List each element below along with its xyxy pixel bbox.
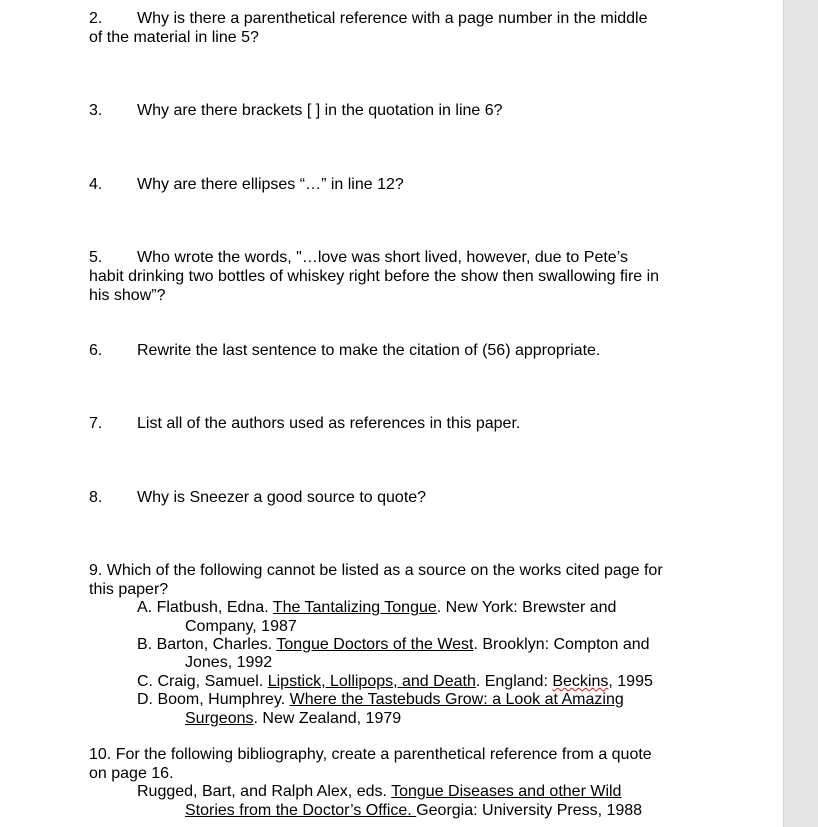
question-text: Who wrote the words, "…love was short lived, however, due to Pete’s — [137, 249, 628, 266]
option-title: The Tantalizing Tongue — [272, 599, 437, 616]
question-number: 2. — [89, 10, 103, 27]
answer-option-c — [137, 672, 653, 691]
question-text: Why are there ellipses “…” in line 12? — [137, 176, 404, 193]
question-number: 7. — [89, 415, 103, 432]
option-title-cont: Surgeons — [185, 710, 254, 727]
entry-authors: Rugged, Bart, and Ralph Alex, eds. — [137, 783, 392, 800]
bibliography-entry — [137, 782, 621, 801]
question-number: 3. — [89, 102, 103, 119]
option-author: C. Craig, Samuel. — [137, 673, 268, 690]
option-author: D. Boom, Humphrey. — [137, 691, 290, 708]
question-5-line-2: habit drinking two bottles of whiskey right before the show then swallowing fire in — [89, 268, 660, 285]
question-text: Why is there a parenthetical reference with a page number in the middle — [137, 10, 648, 27]
question-10-line-2: on page 16. — [89, 765, 174, 782]
answer-option-d — [137, 690, 624, 709]
option-publisher: . New York: Brewster and — [436, 599, 617, 616]
question-text: Why are there brackets [ ] in the quotation in line 6? — [137, 102, 503, 119]
question-text: Why is Sneezer a good source to quote? — [137, 489, 427, 506]
option-location: . England: — [475, 673, 553, 690]
question-text: List all of the authors used as references in this paper. — [137, 415, 521, 432]
answer-option-b — [137, 635, 650, 654]
question-5-line-1 — [89, 248, 628, 267]
question-text: Rewrite the last sentence to make the citation of (56) appropriate. — [137, 342, 601, 359]
question-6 — [89, 341, 600, 360]
entry-title-cont: Stories from the Doctor’s Office. — [185, 802, 417, 819]
option-publisher: . Brooklyn: Compton and — [473, 636, 650, 653]
option-author: B. Barton, Charles. — [137, 636, 277, 653]
question-4 — [89, 175, 404, 194]
option-title: Where the Tastebuds Grow: a Look at Amazing — [289, 691, 624, 708]
option-author: A. Flatbush, Edna. — [137, 599, 273, 616]
question-9-line-1: 9. Which of the following cannot be listed as a source on the works cited page for — [89, 562, 663, 579]
bibliography-entry-cont — [185, 801, 642, 820]
entry-publisher: Georgia: University Press, 1988 — [416, 802, 643, 819]
question-number: 4. — [89, 176, 103, 193]
question-10-line-1: 10. For the following bibliography, create a parenthetical reference from a quote — [89, 746, 652, 763]
option-publisher-misspelled: Beckins — [552, 673, 609, 690]
question-8 — [89, 488, 426, 507]
answer-option-d-cont — [185, 709, 401, 728]
answer-option-a-cont: Company, 1987 — [185, 618, 297, 635]
question-3 — [89, 101, 503, 120]
question-5-line-3: his show”? — [89, 287, 166, 304]
question-7 — [89, 414, 520, 433]
answer-option-a — [137, 598, 616, 617]
question-2-line-1 — [89, 9, 648, 28]
question-number: 6. — [89, 342, 103, 359]
question-number: 8. — [89, 489, 103, 506]
option-year: , 1995 — [608, 673, 653, 690]
answer-option-b-cont: Jones, 1992 — [185, 654, 273, 671]
vertical-scrollbar[interactable] — [783, 0, 818, 827]
option-publisher: . New Zealand, 1979 — [253, 710, 402, 727]
question-9-line-2: this paper? — [89, 581, 169, 598]
option-title: Tongue Doctors of the West — [276, 636, 474, 653]
question-number: 5. — [89, 249, 103, 266]
option-title: Lipstick, Lollipops, and Death — [267, 673, 476, 690]
entry-title: Tongue Diseases and other Wild — [391, 783, 622, 800]
question-2-line-2: of the material in line 5? — [89, 29, 259, 46]
